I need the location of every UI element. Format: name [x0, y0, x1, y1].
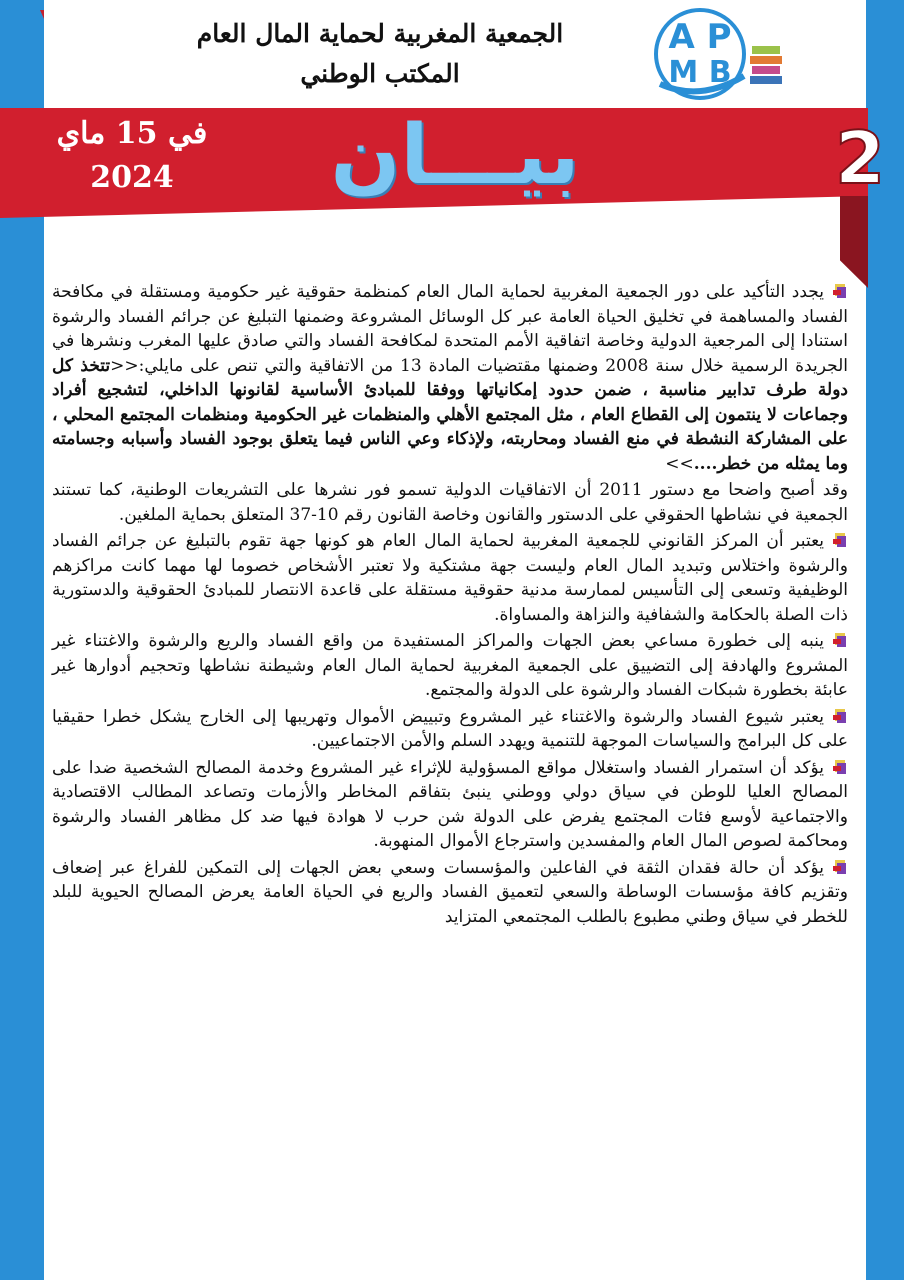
statement-number: 2	[834, 116, 886, 200]
bullet-icon	[832, 708, 848, 724]
office-name: المكتب الوطني	[300, 59, 460, 88]
paragraph-5: يعتبر شيوع الفساد والرشوة والاغتناء غير المشروع وتبييض الأموال وتهريبها إلى الخارج يشكل خطرا حقيقيا على كل البرامج والسياسات الموجهة للتنمية ويهدد السلم والأمن الاجتماعيين.	[52, 706, 848, 751]
bullet-icon	[832, 532, 848, 548]
bullet-icon	[832, 759, 848, 775]
org-name: الجمعية المغربية لحماية المال العام	[196, 19, 564, 48]
paragraph-3: يعتبر أن المركز القانوني للجمعية المغربية لحماية المال العام هو كونها جهة تقوم بالتبليغ عن جرائم الفساد والرشوة واختلاس وتبديد المال العام وليست جهة مشتكية ولا تعتبر الأشخاص خصوما لها مهما كانت مراكزهم الوظيفية وتسعى إلى التأسيس لممارسة مدنية حقوقية مستقلة على قاعدة الانتصار للمبادئ الحقوقية والدستورية ذات الصلة بالحكامة والشفافية والنزاهة والمساواة.	[52, 531, 848, 625]
paragraph-2: وقد أصبح واضحا مع دستور 2011 أن الاتفاقيات الدولية تسمو فور نشرها على التشريعات الوطنية، كما تستند الجمعية في نشاطها الحقوقي على الدستور والقانون وخاصة القانون رقم 10-37 المتعلق بحماية الملغين.	[52, 480, 848, 525]
org-header	[150, 14, 610, 94]
statement-body	[52, 280, 848, 931]
bullet-icon	[832, 283, 848, 299]
bullet-icon	[832, 632, 848, 648]
statement-title: بيـــان	[330, 108, 580, 203]
paragraph-1: يجدد التأكيد على دور الجمعية المغربية لحماية المال العام كمنظمة حقوقية غير حكومية ومستقلة في مكافحة الفساد والمساهمة في تخليق الحياة العامة عبر كل الوسائل المشروعة وضمنها التبليغ عن جرائم الفساد والرشوة استنادا إلى المرجعية الدولية وخاصة اتفاقية الأمم المتحدة لمكافحة الفساد والتي صادق عليها المغرب ونشرها في الجريدة الرسمية خلال سنة 2008 وضمنها مقتضيات المادة 13 من الاتفاقية والتي تنص على مايلي:<<تتخذ كل دولة طرف تدابير مناسبة ، ضمن حدود إمكانياتها ووفقا للمبادئ الأساسية لقانونها الداخلي، لتشجيع أفراد وجماعات لا ينتمون إلى القطاع العام ، مثل المجتمع الأهلي والمنظمات غير الحكومية ومنظمات المجتمع المحلي ، على المشاركة النشطة في منع الفساد ومحاربته، ولإذكاء وعي الناس فيما يتعلق بوجود الفساد وأسبابه وجسامته وما يمثله من خطر....>>	[52, 282, 848, 474]
statement-date: في 15 ماي 2024	[56, 116, 208, 195]
paragraph-7: يؤكد أن حالة فقدان الثقة في الفاعلين والمؤسسات وسعي بعض الجهات إلى التمكين للفراغ عبر إضعاف وتقزيم كافة مؤسسات الوساطة والسعي لتعميق الفساد والريع في الحياة العامة يعرض المصالح الحيوية للبلد للخطر في سياق وطني مطبوع بالطلب المجتمعي المتزايد	[52, 857, 848, 927]
paragraph-6: يؤكد أن استمرار الفساد واستغلال مواقع المسؤولية للإثراء غير المشروع وخدمة المصالح الشخصية ضدا على المصالح العليا للوطن في سياق دولي ووطني ينبئ بتفاقم المخاطر والأزمات وتصاعد المطالب الاقتصادية والاجتماعية لأوسع فئات المجتمع يفرض على الدولة شن حرب لا هوادة فيها ضد كل مظاهر الفساد والرشوة ومحاكمة لصوص المال العام والمفسدين واسترجاع الأموال المنهوبة.	[52, 757, 848, 851]
paragraph-4: ينبه إلى خطورة مساعي بعض الجهات والمراكز المستفيدة من واقع الفساد والريع والرشوة والاغتناء غير المشروع والهادفة إلى التضييق على الجمعية المغربية لحماية المال العام وشيطنة نشاطها وتحجيم أدوارها غير عابئة بخطورة شبكات الفساد والرشوة على الدولة والمجتمع.	[52, 631, 848, 700]
svg-text:M B: M B	[668, 55, 732, 90]
association-logo	[640, 6, 790, 106]
svg-text:A P: A P	[668, 17, 732, 57]
bullet-icon	[832, 859, 848, 875]
